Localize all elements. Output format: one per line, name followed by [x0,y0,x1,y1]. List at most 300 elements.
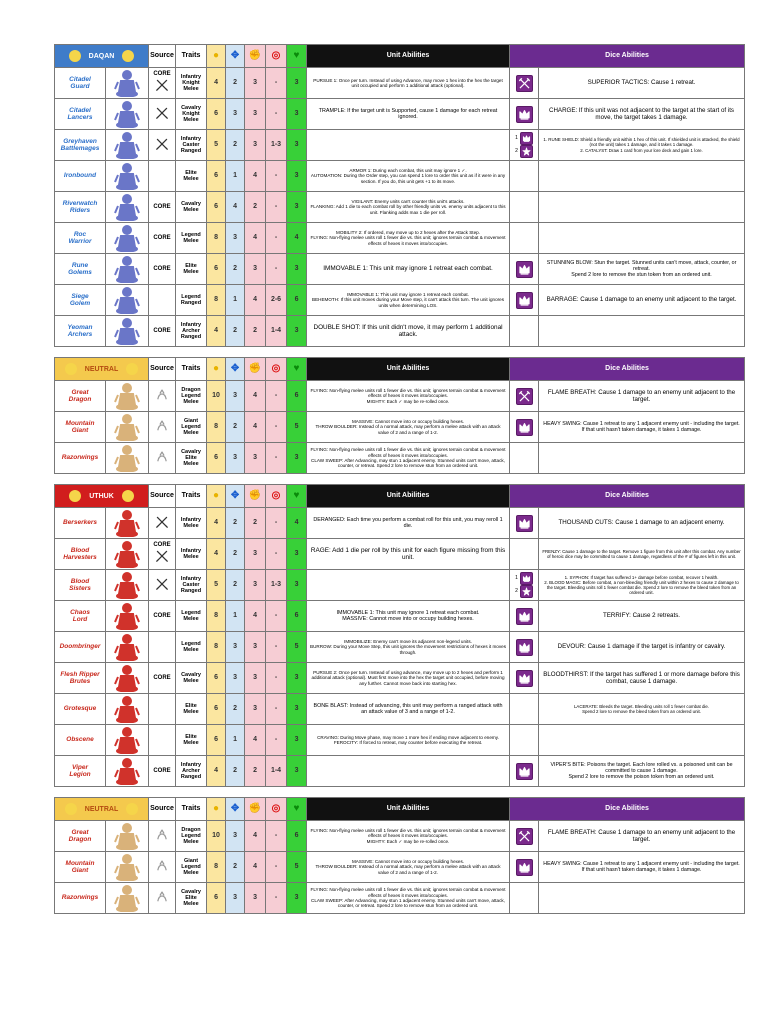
health-value: 3 [287,570,307,601]
health-icon: ♥ [293,803,300,815]
unit-abilities-header: Unit Abilities [307,798,510,821]
crown-icon [516,106,533,123]
attack-header [245,358,266,381]
unit-traits: Giant Legend Melee [176,852,207,883]
dice-icon-cell [510,821,539,852]
range-value: 1-4 [266,316,287,347]
dice-ability-text: 1. SYPHON: If target has suffered 1+ damage before combat, recover 1 health. 2. BLOOD MAGIC: Before combat, a non-bleeding friendly unit within 2 hexes to cause 2 damage to the target. Bleeding units roll 1 fewer combat die. Spend 2 lore to remove the bleed token from an ordered unit. [539,570,745,601]
unit-ability-text: FLYING: Non-flying melee units roll 1 fewer die vs. this unit; ignores terrain combat & movement effects of hexes it moves into/occupies. CLAW SWEEP: After Advancing, may stun 1 adjacent enemy. Stunned units can't move, attack, counter, or retreat. Spend 2 lore to remove stun from an ordered unit. [307,443,510,474]
unit-table-body [55,45,745,914]
attack-value: 4 [245,412,266,443]
unit-traits: Cavalry Elite Melee [176,883,207,914]
move-value: 4 [226,192,245,223]
cost-value: 5 [207,130,226,161]
faction-emblem-icon [126,363,138,375]
move-value: 3 [226,663,245,694]
unit-traits: Dragon Legend Melee [176,821,207,852]
dragon-outline-icon [149,828,175,845]
dice-ability-text [539,316,745,347]
dice-icon-wrap [510,292,538,309]
burst-icon [520,145,533,158]
health-value: 3 [287,192,307,223]
cost-value: 8 [207,285,226,316]
move-value: 2 [226,570,245,601]
unit-figure [112,853,142,881]
move-value: 2 [226,254,245,285]
unit-row [55,539,745,570]
attack-value: 3 [245,443,266,474]
unit-figure [112,224,142,252]
unit-ability-text: DOUBLE SHOT: If this unit didn't move, it may perform 1 additional attack. [307,316,510,347]
unit-name: Citadel Lancers [55,99,106,130]
faction-emblem-icon [126,803,138,815]
source-label: CORE [153,203,171,210]
unit-row [55,192,745,223]
dice-icon-cell [510,883,539,914]
section-spacer [55,474,745,485]
cost-value: 8 [207,852,226,883]
unit-traits: Infantry Melee [176,539,207,570]
unit-traits: Legend Ranged [176,285,207,316]
move-value: 3 [226,821,245,852]
source-cell [149,68,176,99]
dice-icon-cell [510,756,539,787]
range-icon: ◎ [271,363,281,375]
dice-icon-wrap [510,75,538,92]
source-cell [149,601,176,632]
health-value: 6 [287,381,307,412]
unit-traits: Cavalry Elite Melee [176,443,207,474]
cost-value: 5 [207,570,226,601]
cost-value: 6 [207,254,226,285]
unit-figure-cell [106,601,149,632]
cost-value: 4 [207,756,226,787]
source-cell [149,443,176,474]
dice-ability-text: VIPER'S BITE: Poisons the target. Each lore rolled vs. a poisoned unit can be committed to cause 1 damage. Spend 2 lore to remove the poison token from an ordered unit. [539,756,745,787]
unit-figure [112,131,142,159]
unit-row [55,663,745,694]
unit-table [54,44,745,914]
dice-ability-text: STUNNING BLOW: Stun the target. Stunned units can't move, attack, counter, or retreat. Spend 2 lore to remove the stun token from an ordered unit. [539,254,745,285]
dice-icon-wrap [510,859,538,876]
cost-value: 6 [207,725,226,756]
health-value: 4 [287,223,307,254]
faction-emblem-icon [122,490,134,502]
faction-banner [55,45,149,68]
attack-header [245,798,266,821]
range-value: - [266,254,287,285]
source-label: CORE [153,234,171,241]
unit-figure-cell [106,68,149,99]
unit-name: Great Dragon [55,821,106,852]
health-value: 5 [287,852,307,883]
unit-row [55,99,745,130]
unit-traits: Cavalry Knight Melee [176,99,207,130]
cost-header [207,485,226,508]
health-value: 3 [287,883,307,914]
source-cell [149,192,176,223]
unit-figure [112,695,142,723]
unit-name: Yeoman Archers [55,316,106,347]
cost-header [207,798,226,821]
source-label: CORE [153,265,171,272]
traits-header: Traits [176,45,207,68]
faction-emblem-icon [122,50,134,62]
move-header [226,45,245,68]
health-value: 3 [287,130,307,161]
range-header [266,45,287,68]
unit-row [55,68,745,99]
health-header [287,798,307,821]
unit-ability-text: FLYING: Non-flying melee units roll 1 fewer die vs. this unit; ignores terrain combat & movement effects of hexes it moves into/occupies. MIGHTY: Each ✓ may be re-rolled once. [307,381,510,412]
unit-row [55,381,745,412]
health-icon: ♥ [293,50,300,62]
attack-value: 2 [245,316,266,347]
attack-value: 4 [245,381,266,412]
unit-traits: Elite Melee [176,254,207,285]
dice-ability-text: LACERATE: Bleeds the target. Bleeding units roll 1 fewer combat die. Spend 2 lore to remove the bleed token from an ordered unit. [539,694,745,725]
range-value: - [266,821,287,852]
faction-header-row [55,798,745,821]
unit-figure [112,822,142,850]
dice-ability-text: 1. RUNE SHIELD: Shield a friendly unit within 1 hex of this unit. If shielded unit is attacked, the shield (not the unit) takes 1 damage, and it takes 1 damage. 2. CATALYST: Draw 1 card from your lore deck and gain 1 lore. [539,130,745,161]
unit-row [55,316,745,347]
unit-figure [112,571,142,599]
move-header [226,485,245,508]
move-value: 2 [226,852,245,883]
unit-abilities-header: Unit Abilities [307,358,510,381]
unit-name: Mountain Giant [55,852,106,883]
dice-ability-text [539,725,745,756]
range-value: - [266,663,287,694]
unit-traits: Infantry Caster Ranged [176,570,207,601]
cost-value: 8 [207,632,226,663]
source-cell [149,663,176,694]
unit-figure-cell [106,694,149,725]
unit-ability-text: TRAMPLE: If the target unit is Supported, cause 1 damage for each retreat ignored. [307,99,510,130]
unit-name: Grotesque [55,694,106,725]
unit-name: Blood Sisters [55,570,106,601]
dice-icon-cell [510,601,539,632]
range-value: - [266,223,287,254]
source-header: Source [149,358,176,381]
cost-value: 4 [207,539,226,570]
unit-ability-text: FLYING: Non-flying melee units roll 1 fewer die vs. this unit; ignores terrain combat & movement effects of hexes it moves into/occupies. MIGHTY: Each ✓ may be re-rolled once. [307,821,510,852]
source-label: CORE [153,542,171,549]
range-value: - [266,192,287,223]
dice-abilities-header: Dice Abilities [510,485,745,508]
attack-value: 2 [245,508,266,539]
unit-figure [112,162,142,190]
crown-icon [516,515,533,532]
range-value: 2-6 [266,285,287,316]
attack-value: 4 [245,821,266,852]
wing-outline-icon [149,450,175,467]
cost-header [207,45,226,68]
crown-icon [516,419,533,436]
traits-header: Traits [176,485,207,508]
unit-name: Doombringer [55,632,106,663]
source-label: CORE [153,612,171,619]
source-cell [149,223,176,254]
source-label: CORE [153,674,171,681]
attack-value: 4 [245,725,266,756]
move-icon: ✥ [230,50,240,62]
crossed-swords-icon [149,106,175,123]
dice-ability-text: CHARGE: If this unit was not adjacent to the target at the start of its move, the target takes 1 damage. [539,99,745,130]
faction-header-row [55,45,745,68]
crown-icon [516,261,533,278]
unit-row [55,223,745,254]
move-value: 3 [226,883,245,914]
dice-icon-cell [510,254,539,285]
section-spacer [55,787,745,798]
unit-figure-cell [106,285,149,316]
unit-name: Mountain Giant [55,412,106,443]
traits-header: Traits [176,798,207,821]
giant-outline-icon [149,419,175,436]
faction-emblem-icon [69,490,81,502]
attack-value: 3 [245,254,266,285]
move-value: 3 [226,443,245,474]
move-value: 3 [226,99,245,130]
source-label: CORE [153,327,171,334]
range-value: - [266,99,287,130]
unit-ability-text: PURSUE 2: Once per turn. Instead of using advance, may move up to 2 hexes and perform 1 additional attack (optional). Must first move into the hex the target unit occupied, before moving any further. Cannot move back into starting hex. [307,663,510,694]
reference-sheet [54,44,744,914]
unit-figure-cell [106,821,149,852]
unit-figure-cell [106,443,149,474]
dice-icon-cell [510,130,539,161]
dice-icon-wrap [510,585,538,598]
attack-value: 3 [245,694,266,725]
unit-ability-text: IMMOVABLE 1: This unit may ignore 1 retreat each combat. [307,254,510,285]
traits-header: Traits [176,358,207,381]
unit-figure [112,757,142,785]
range-value: - [266,68,287,99]
range-icon: ◎ [271,490,281,502]
dice-ability-text [539,161,745,192]
unit-figure [112,193,142,221]
crown-icon [516,639,533,656]
attack-value: 4 [245,161,266,192]
unit-figure [112,69,142,97]
range-icon: ◎ [271,803,281,815]
unit-row [55,508,745,539]
attack-value: 3 [245,68,266,99]
move-icon: ✥ [230,363,240,375]
unit-ability-text: IMMOVABLE 1: This unit may ignore 1 retreat each combat. BEHEMOTH: If this unit moves during your Move step, it can't attack this turn. The unit ignores units when determining LOS. [307,285,510,316]
cost-value: 4 [207,68,226,99]
dragon-outline-icon [149,388,175,405]
unit-name: Greyhaven Battlemages [55,130,106,161]
unit-ability-text: VIGILANT: Enemy units can't counter this unit's attacks. FLANKING: Add 1 die to each combat roll by other friendly units vs. enemy units adjacent to this unit. Flanking adds max 1 die per roll. [307,192,510,223]
dice-icon-wrap [510,763,538,780]
attack-icon: ✊ [248,50,262,62]
dice-icon-wrap [510,608,538,625]
dice-abilities-header: Dice Abilities [510,798,745,821]
dice-ability-text: FRENZY: Cause 1 damage to the target. Remove 1 figure from this unit after this combat. Any number of heroic dice may be committed to cause 1 damage, regardless of the # of figures left in this unit. [539,539,745,570]
dice-icon-cell [510,663,539,694]
range-value: 1-3 [266,130,287,161]
range-value: - [266,381,287,412]
dice-number: 2 [515,147,518,154]
cost-value: 6 [207,99,226,130]
unit-figure [112,255,142,283]
unit-figure-cell [106,99,149,130]
source-cell [149,821,176,852]
move-value: 2 [226,68,245,99]
attack-icon: ✊ [248,363,262,375]
unit-name: Great Dragon [55,381,106,412]
range-value: - [266,725,287,756]
unit-name: Blood Harvesters [55,539,106,570]
health-value: 3 [287,99,307,130]
dice-icon-cell [510,285,539,316]
source-cell [149,883,176,914]
dice-icon-cell [510,508,539,539]
unit-ability-text: MOBILITY 2: If ordered, may move up to 2 hexes after the Attack Step. FLYING: Non-flying melee units roll 1 fewer die vs. this unit; ignores terrain combat & movement effects of hexes it moves into/occupies. [307,223,510,254]
source-cell [149,570,176,601]
cost-value: 10 [207,381,226,412]
health-value: 3 [287,756,307,787]
attack-value: 4 [245,223,266,254]
unit-traits: Legend Melee [176,632,207,663]
health-value: 3 [287,443,307,474]
dice-icon-cell [510,539,539,570]
dice-ability-text: DEVOUR: Cause 1 damage if the target is infantry or cavalry. [539,632,745,663]
dice-abilities-header: Dice Abilities [510,45,745,68]
unit-row [55,285,745,316]
range-value: 1-4 [266,756,287,787]
move-header [226,358,245,381]
dice-ability-text: SUPERIOR TACTICS: Cause 1 retreat. [539,68,745,99]
unit-figure [112,509,142,537]
source-cell [149,852,176,883]
unit-traits: Elite Melee [176,694,207,725]
faction-name: NEUTRAL [84,365,119,373]
crown-icon [520,132,533,145]
faction-emblem-icon [65,803,77,815]
range-icon: ◎ [271,50,281,62]
unit-abilities-header: Unit Abilities [307,485,510,508]
range-value: - [266,508,287,539]
unit-traits: Infantry Archer Ranged [176,316,207,347]
unit-name: Razorwings [55,443,106,474]
health-value: 4 [287,508,307,539]
move-value: 2 [226,539,245,570]
dice-icon-wrap [510,261,538,278]
unit-traits: Legend Melee [176,601,207,632]
move-icon: ✥ [230,803,240,815]
health-value: 6 [287,285,307,316]
move-value: 1 [226,601,245,632]
dice-icon-wrap [510,106,538,123]
unit-abilities-header: Unit Abilities [307,45,510,68]
dice-icon-cell [510,99,539,130]
cost-value: 6 [207,443,226,474]
move-value: 1 [226,285,245,316]
source-cell [149,99,176,130]
dice-icon-wrap [510,572,538,585]
dice-ability-text [539,192,745,223]
dice-number: 1 [515,574,518,581]
move-value: 2 [226,316,245,347]
unit-figure-cell [106,883,149,914]
cost-value: 4 [207,316,226,347]
unit-ability-text: RAGE: Add 1 die per roll by this unit for each figure missing from this unit. [307,539,510,570]
crossed-swords-icon [149,549,175,566]
move-value: 3 [226,632,245,663]
unit-name: Citadel Guard [55,68,106,99]
cost-value: 6 [207,161,226,192]
unit-traits: Infantry Knight Melee [176,68,207,99]
crown-icon [516,763,533,780]
cost-icon: ● [212,363,220,375]
unit-figure-cell [106,161,149,192]
unit-figure-cell [106,852,149,883]
unit-figure [112,317,142,345]
health-header [287,485,307,508]
cost-icon: ● [212,50,220,62]
attack-value: 3 [245,130,266,161]
attack-value: 3 [245,883,266,914]
cost-icon: ● [212,490,220,502]
unit-figure [112,633,142,661]
move-icon: ✥ [230,490,240,502]
dice-icon-wrap [510,639,538,656]
unit-row [55,601,745,632]
dice-icon-cell [510,412,539,443]
dice-ability-text: BARRAGE: Cause 1 damage to an enemy unit adjacent to the target. [539,285,745,316]
unit-figure-cell [106,381,149,412]
unit-row [55,883,745,914]
dice-icon-wrap [510,145,538,158]
dice-ability-text [539,443,745,474]
source-cell [149,508,176,539]
dice-ability-text: THOUSAND CUTS: Cause 1 damage to an adjacent enemy. [539,508,745,539]
range-value: 1-3 [266,570,287,601]
cost-value: 8 [207,601,226,632]
range-value: - [266,852,287,883]
crown-icon [516,859,533,876]
attack-value: 3 [245,663,266,694]
dice-icon-cell [510,725,539,756]
source-cell [149,316,176,347]
source-cell [149,725,176,756]
attack-value: 3 [245,539,266,570]
source-cell [149,412,176,443]
source-header: Source [149,485,176,508]
range-value: - [266,601,287,632]
dice-icon-cell [510,852,539,883]
unit-name: Viper Legion [55,756,106,787]
move-value: 1 [226,725,245,756]
range-value: - [266,694,287,725]
range-value: - [266,883,287,914]
dice-ability-text: HEAVY SWING: Cause 1 retreat to any 1 adjacent enemy unit - including the target. If that unit hasn't taken damage, it takes 1 damage. [539,412,745,443]
unit-figure [112,382,142,410]
unit-name: Ironbound [55,161,106,192]
unit-figure-cell [106,192,149,223]
dice-icon-cell [510,632,539,663]
unit-figure-cell [106,508,149,539]
attack-value: 4 [245,285,266,316]
crossed-swords-icon [149,577,175,594]
unit-ability-text: IMMOBILIZE: Enemy can't move its adjacent non-legend units. BURROW: During your Move Step, this unit ignores the movement restrictions of hexes it moves through. [307,632,510,663]
faction-name: DAQAN [88,52,115,60]
dice-ability-text: TERRIFY: Cause 2 retreats. [539,601,745,632]
